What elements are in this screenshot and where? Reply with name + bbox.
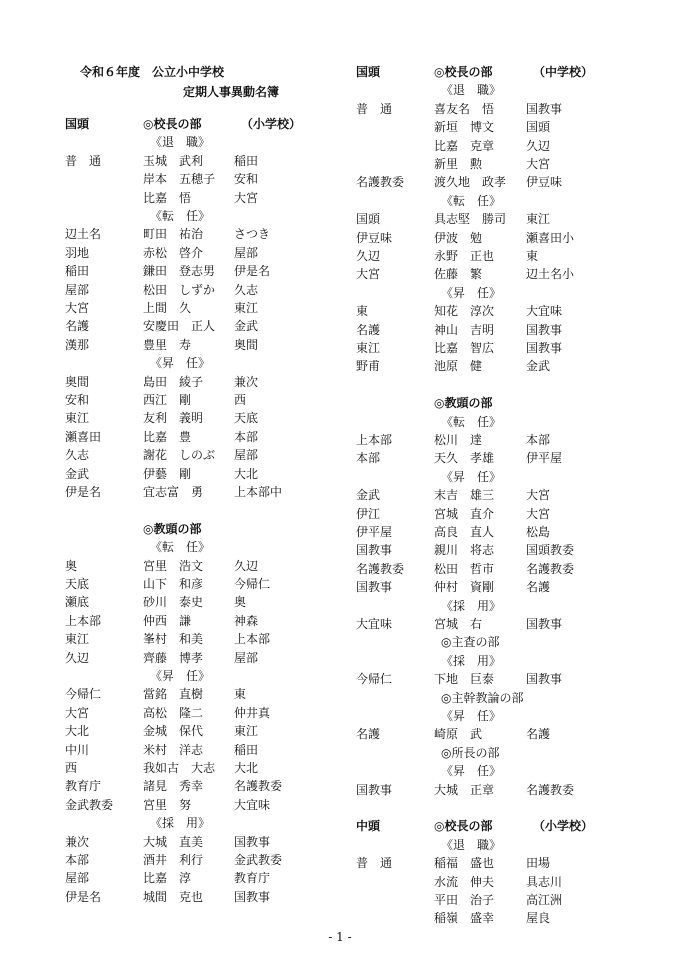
entry-prev-post: 伊是名	[234, 264, 271, 279]
entry-name: 新垣 博文	[434, 120, 495, 135]
entry-name: 新里 勲	[434, 157, 483, 171]
entry-name: 知花 淳次	[434, 304, 495, 319]
entry-new-post: 中川	[65, 742, 90, 757]
subheading-label: 《昇 任》	[441, 285, 502, 300]
entry-name: 比嘉 豊	[143, 429, 192, 444]
entry-name: 宮城 直介	[434, 506, 495, 521]
page-number: - 1 -	[328, 930, 352, 944]
entry-name: 岸本 五穂子	[143, 172, 216, 187]
entry-new-post: 東	[356, 304, 369, 319]
entry-new-post: 伊是名	[65, 889, 102, 904]
entry-name: 下地 巨泰	[434, 672, 495, 687]
entry-name: 松田 しずか	[143, 282, 216, 297]
entry-prev-post: 大北	[234, 761, 259, 775]
entry-prev-post: 久辺	[526, 138, 551, 153]
entry-name: 佐藤 繁	[434, 267, 483, 282]
entry-prev-post: 屋部	[234, 448, 259, 463]
entry-new-post: 瀬底	[65, 595, 90, 610]
subheading-label: 《転 任》	[441, 414, 502, 429]
entry-name: 諸見 秀幸	[143, 779, 204, 794]
entry-new-post: 東江	[65, 411, 90, 426]
entry-prev-post: 大宜味	[234, 797, 271, 812]
section-title: ◎校長の部	[143, 117, 202, 131]
entry-prev-post: 教育庁	[234, 871, 271, 886]
entry-new-post: 大宮	[356, 267, 381, 282]
entry-new-post: 普 通	[65, 153, 102, 168]
entry-new-post: 野甫	[356, 359, 381, 374]
entry-prev-post: 東江	[234, 724, 259, 739]
entry-new-post: 大宜味	[356, 617, 393, 631]
section-title: ◎校長の部	[434, 65, 493, 79]
entry-new-post: 金武	[356, 488, 381, 503]
entry-prev-post: 稲田	[234, 742, 259, 757]
section-level: （小学校）	[241, 117, 302, 131]
section-level: （中学校）	[533, 65, 594, 79]
entry-prev-post: 屋良	[526, 911, 551, 926]
entry-name: 豊里 寿	[143, 337, 192, 352]
subheading-label: 《採 用》	[150, 816, 211, 831]
section-district: 国頭	[356, 65, 381, 79]
entry-new-post: 伊江	[356, 506, 381, 521]
entry-prev-post: 国頭	[526, 120, 551, 135]
subheading-label: ◎主幹教論の部	[441, 690, 524, 705]
entry-new-post: 奥	[65, 558, 78, 573]
subheading-label: 《昇 任》	[441, 469, 502, 484]
section-title: ◎教頭の部	[434, 396, 493, 411]
subheading-label: 《採 用》	[441, 653, 502, 668]
entry-name: 西江 剛	[143, 393, 192, 407]
entry-name: 比嘉 克章	[434, 138, 495, 153]
entry-prev-post: 奥	[234, 595, 247, 610]
entry-new-post: 久辺	[356, 249, 381, 263]
entry-new-post: 瀬喜田	[65, 429, 102, 444]
entry-new-post: 稲田	[65, 264, 90, 279]
entry-prev-post: 久辺	[234, 558, 259, 573]
document-title-line1: 令和６年度 公立小中学校	[80, 65, 225, 79]
entry-name: 我如古 大志	[143, 761, 216, 775]
entry-name: 稲福 盛也	[434, 856, 495, 871]
entry-name: 比嘉 淳	[143, 871, 192, 886]
subheading-label: 《退 職》	[150, 135, 211, 150]
entry-new-post: 東江	[356, 341, 381, 355]
entry-new-post: 名護教委	[356, 561, 405, 576]
entry-new-post: 名護教委	[356, 175, 405, 190]
entry-name: 城間 克也	[143, 889, 204, 904]
entry-prev-post: 稲田	[234, 153, 259, 168]
entry-new-post: 金武教委	[65, 797, 114, 812]
entry-prev-post: 名護	[526, 727, 551, 742]
entry-new-post: 教育庁	[65, 779, 102, 794]
entry-prev-post: 名護教委	[526, 782, 575, 797]
entry-prev-post: 仲井真	[234, 705, 271, 720]
entry-new-post: 久辺	[65, 650, 90, 665]
entry-name: 大城 正章	[434, 782, 495, 797]
entry-prev-post: 東	[234, 687, 247, 702]
entry-prev-post: 大宮	[234, 190, 259, 205]
entry-new-post: 本部	[356, 451, 381, 466]
subheading-label: ◎所長の部	[441, 745, 500, 760]
entry-name: 仲西 謙	[143, 613, 192, 628]
entry-name: 宜志富 勇	[143, 485, 204, 499]
subheading-label: 《昇 任》	[441, 709, 502, 723]
entry-new-post: 屋部	[65, 871, 90, 886]
entry-new-post: 上本部	[356, 433, 393, 447]
entry-new-post: 兼次	[65, 834, 90, 849]
entry-name: 齊藤 博孝	[143, 650, 204, 665]
entry-new-post: 安和	[65, 393, 90, 407]
entry-new-post: 名護	[356, 727, 381, 742]
entry-prev-post: 大宮	[526, 157, 551, 171]
entry-name: 松田 哲市	[434, 561, 495, 576]
document-title-line2: 定期人事異動名簿	[183, 85, 280, 99]
entry-prev-post: 屋部	[234, 245, 259, 260]
subheading-label: 《昇 任》	[150, 356, 211, 371]
entry-prev-post: さつき	[234, 227, 271, 242]
entry-new-post: 金武	[65, 466, 90, 481]
entry-prev-post: 高江洲	[526, 893, 563, 907]
entry-new-post: 東江	[65, 632, 90, 647]
subheading-label: 《退 職》	[441, 837, 502, 852]
entry-prev-post: 国教事	[526, 322, 563, 337]
subheading-label: 《転 任》	[441, 193, 502, 208]
entry-name: 高松 隆二	[143, 705, 204, 720]
entry-name: 水流 伸夫	[434, 874, 495, 889]
entry-prev-post: 国教事	[526, 101, 563, 116]
entry-name: 比嘉 智広	[434, 341, 495, 355]
entry-new-post: 伊是名	[65, 485, 102, 499]
entry-new-post: 国頭	[356, 212, 381, 227]
entry-name: 崎原 武	[434, 727, 483, 742]
section-district: 中頭	[356, 819, 381, 834]
entry-prev-post: 伊豆味	[526, 175, 563, 190]
subheading-label: ◎主査の部	[441, 635, 500, 650]
entry-prev-post: 奥間	[234, 337, 259, 352]
entry-name: 喜友名 悟	[434, 101, 495, 116]
entry-prev-post: 国頭教委	[526, 543, 575, 558]
entry-new-post: 大宮	[65, 705, 90, 720]
entry-prev-post: 名護教委	[234, 779, 283, 794]
entry-prev-post: 金武	[526, 359, 551, 374]
entry-name: 町田 祐治	[143, 227, 204, 242]
entry-new-post: 奥間	[65, 374, 90, 389]
entry-new-post: 今帰仁	[356, 672, 393, 687]
entry-name: 比嘉 悟	[143, 190, 192, 205]
entry-prev-post: 東江	[526, 212, 551, 227]
entry-new-post: 国教事	[356, 543, 393, 558]
entry-name: 友利 義明	[143, 411, 204, 426]
entry-name: 池原 健	[434, 359, 483, 374]
entry-prev-post: 松島	[526, 525, 551, 539]
entry-name: 米村 洋志	[143, 742, 204, 757]
entry-name: 島田 綾子	[143, 374, 204, 389]
entry-name: 峯村 和美	[143, 632, 204, 647]
entry-prev-post: 辺土名小	[526, 267, 575, 282]
subheading-label: 《転 任》	[150, 209, 211, 223]
entry-prev-post: 金武	[234, 319, 259, 334]
subheading-label: 《退 職》	[441, 83, 502, 98]
entry-name: 宮里 努	[143, 797, 192, 812]
section-district: 国頭	[65, 117, 90, 131]
section-title: ◎校長の部	[434, 819, 493, 834]
subheading-label: 《転 任》	[150, 540, 211, 555]
entry-prev-post: 金武教委	[234, 853, 283, 867]
entry-prev-post: 神森	[234, 613, 259, 628]
entry-prev-post: 東江	[234, 301, 259, 315]
entry-name: 砂川 泰史	[143, 595, 204, 610]
entry-name: 伊藝 剛	[143, 466, 192, 481]
entry-name: 酒井 利行	[143, 853, 204, 867]
entry-name: 親川 将志	[434, 543, 495, 558]
entry-name: 天久 孝雄	[434, 451, 495, 466]
entry-name: 稲嶺 盛幸	[434, 911, 495, 926]
subheading-label: 《昇 任》	[441, 764, 502, 779]
entry-new-post: 辺土名	[65, 227, 102, 242]
entry-name: 山下 和彦	[143, 577, 204, 591]
entry-name: 大城 直美	[143, 834, 204, 849]
entry-name: 安慶田 正人	[143, 319, 216, 334]
entry-new-post: 普 通	[356, 856, 393, 871]
entry-name: 玉城 武利	[143, 153, 204, 168]
entry-new-post: 大宮	[65, 301, 90, 315]
entry-name: 末吉 雄三	[434, 488, 495, 503]
section-title: ◎教頭の部	[143, 521, 202, 536]
entry-prev-post: 大宮	[526, 488, 551, 503]
entry-new-post: 伊豆味	[356, 230, 393, 245]
entry-prev-post: 田場	[526, 856, 551, 871]
section-level: （小学校）	[533, 819, 594, 834]
entry-prev-post: 大宮	[526, 506, 551, 521]
entry-prev-post: 上本部	[234, 632, 271, 647]
entry-new-post: 漢那	[65, 337, 90, 352]
entry-name: 渡久地 政孝	[434, 175, 507, 190]
entry-name: 神山 吉明	[434, 322, 495, 337]
entry-prev-post: 本部	[526, 433, 551, 447]
entry-new-post: 天底	[65, 577, 90, 591]
entry-prev-post: 国教事	[526, 617, 563, 631]
entry-new-post: 普 通	[356, 101, 393, 116]
entry-prev-post: 屋部	[234, 650, 259, 665]
entry-prev-post: 安和	[234, 172, 259, 187]
entry-name: 高良 直人	[434, 525, 495, 539]
entry-prev-post: 国教事	[234, 889, 271, 904]
entry-name: 金城 保代	[143, 724, 204, 739]
entry-prev-post: 大北	[234, 466, 259, 481]
entry-prev-post: 兼次	[234, 374, 259, 389]
entry-prev-post: 伊平屋	[526, 451, 563, 466]
entry-prev-post: 国教事	[234, 834, 271, 849]
entry-name: 謝花 しのぶ	[143, 448, 216, 463]
entry-prev-post: 瀬喜田小	[526, 230, 575, 245]
entry-new-post: 本部	[65, 853, 90, 867]
entry-name: 宮里 浩文	[143, 558, 204, 573]
entry-name: 具志堅 勝司	[434, 212, 507, 227]
entry-new-post: 名護	[65, 319, 90, 334]
entry-new-post: 大北	[65, 724, 90, 739]
entry-prev-post: 西	[234, 393, 247, 407]
entry-name: 伊波 勉	[434, 230, 483, 245]
entry-new-post: 屋部	[65, 282, 90, 297]
entry-name: 鎌田 登志男	[143, 264, 216, 279]
entry-name: 松川 達	[434, 433, 483, 447]
entry-new-post: 国教事	[356, 580, 393, 595]
entry-prev-post: 大宜味	[526, 304, 563, 319]
entry-name: 上間 久	[143, 301, 192, 315]
subheading-label: 《採 用》	[441, 598, 502, 613]
entry-prev-post: 国教事	[526, 341, 563, 355]
entry-prev-post: 本部	[234, 429, 259, 444]
entry-new-post: 国教事	[356, 782, 393, 797]
entry-new-post: 久志	[65, 448, 90, 463]
entry-prev-post: 久志	[234, 282, 259, 297]
entry-prev-post: 今帰仁	[234, 577, 271, 591]
entry-name: 赤松 啓介	[143, 245, 204, 260]
subheading-label: 《昇 任》	[150, 669, 211, 683]
entry-prev-post: 天底	[234, 411, 259, 426]
entry-name: 永野 正也	[434, 249, 495, 263]
entry-prev-post: 名護教委	[526, 561, 575, 576]
entry-prev-post: 東	[526, 249, 539, 263]
entry-new-post: 伊平屋	[356, 525, 393, 539]
entry-new-post: 上本部	[65, 613, 102, 628]
entry-prev-post: 名護	[526, 580, 551, 595]
entry-name: 平田 治子	[434, 893, 495, 907]
entry-new-post: 羽地	[65, 245, 90, 260]
entry-name: 宮城 右	[434, 617, 483, 631]
entry-prev-post: 上本部中	[234, 485, 283, 499]
entry-prev-post: 国教事	[526, 672, 563, 687]
entry-new-post: 今帰仁	[65, 687, 102, 702]
entry-new-post: 西	[65, 761, 78, 775]
entry-prev-post: 具志川	[526, 874, 563, 889]
entry-name: 當銘 直樹	[143, 687, 204, 702]
entry-name: 仲村 資剛	[434, 580, 495, 595]
entry-new-post: 名護	[356, 322, 381, 337]
